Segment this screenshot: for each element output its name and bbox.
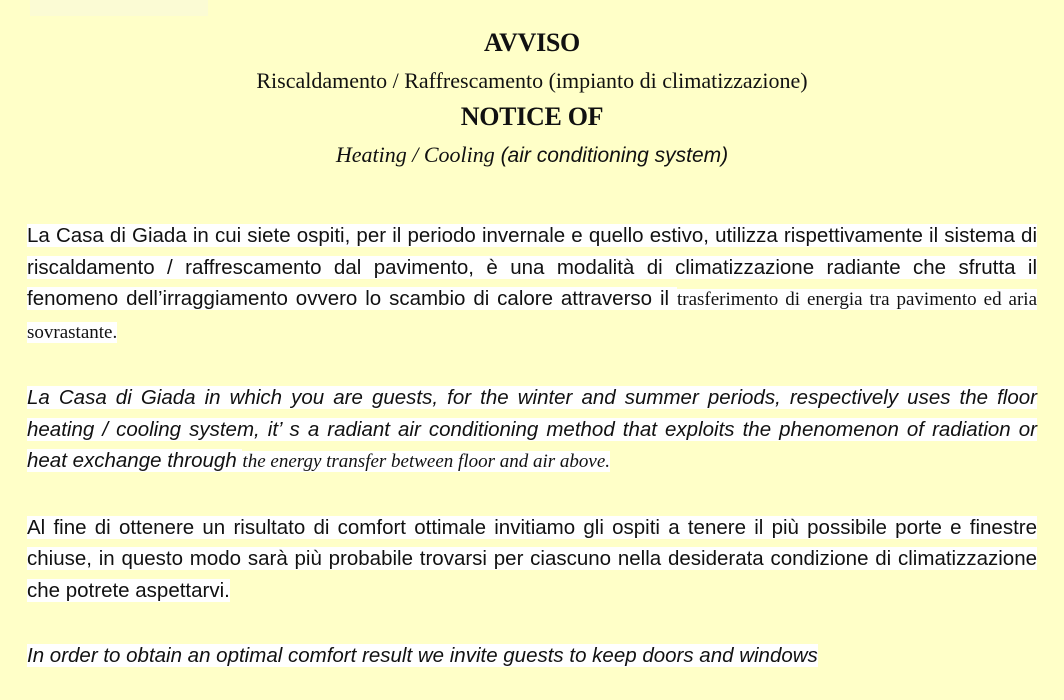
- title-italian: AVVISO: [484, 28, 580, 57]
- title-english: NOTICE OF: [460, 102, 604, 131]
- paragraph-2-italian-text: Al fine di ottenere un risultato di comfort ottimale invitiamo gli ospiti a tenere il più possibile porte e finestre chiuse, in questo modo sarà più probabile trovarsi per ciascuno nella desiderata condizione di climatizzazione che potrete aspettarvi.: [27, 515, 1037, 602]
- subtitle-english-serif: Heating / Cooling: [335, 142, 495, 167]
- paragraph-1-italian: [27, 220, 1037, 348]
- top-band: [30, 0, 208, 16]
- paragraph-2-english: [27, 640, 1037, 672]
- paragraph-1-italian-serif: trasferimento di energia tra pavimento ed aria sovrastante.: [27, 289, 1037, 343]
- paragraph-1-english: [27, 382, 1037, 478]
- subtitle-english: [0, 140, 1064, 171]
- paragraph-2-english-text: In order to obtain an optimal comfort result we invite guests to keep doors and windows: [27, 644, 818, 667]
- notice-body: [27, 220, 1037, 700]
- paragraph-1-italian-main: La Casa di Giada in cui siete ospiti, per il periodo invernale e quello estivo, utilizza rispettivamente il sistema di riscaldamento / raffrescamento dal pavimento, è una modalità di climatizzazione radiante che sfrutta il fenomeno dell’irraggiamento ovvero lo scambio di calore attraverso il: [27, 224, 1037, 310]
- paragraph-1-english-serif: the energy transfer between floor and air above.: [242, 451, 611, 472]
- notice-header: [0, 26, 1064, 171]
- subtitle-english-sans: (air conditioning system): [494, 144, 729, 167]
- paragraph-1-english-main: La Casa di Giada in which you are guests, for the winter and summer periods, respectively uses the floor heating / cooling system, it’ s a radiant air conditioning method that exploits the phenomenon of radiation or heat exchange through: [27, 386, 1037, 472]
- subtitle-italian: Riscaldamento / Raffrescamento (impianto di climatizzazione): [256, 68, 808, 93]
- paragraph-2-italian: [27, 512, 1037, 607]
